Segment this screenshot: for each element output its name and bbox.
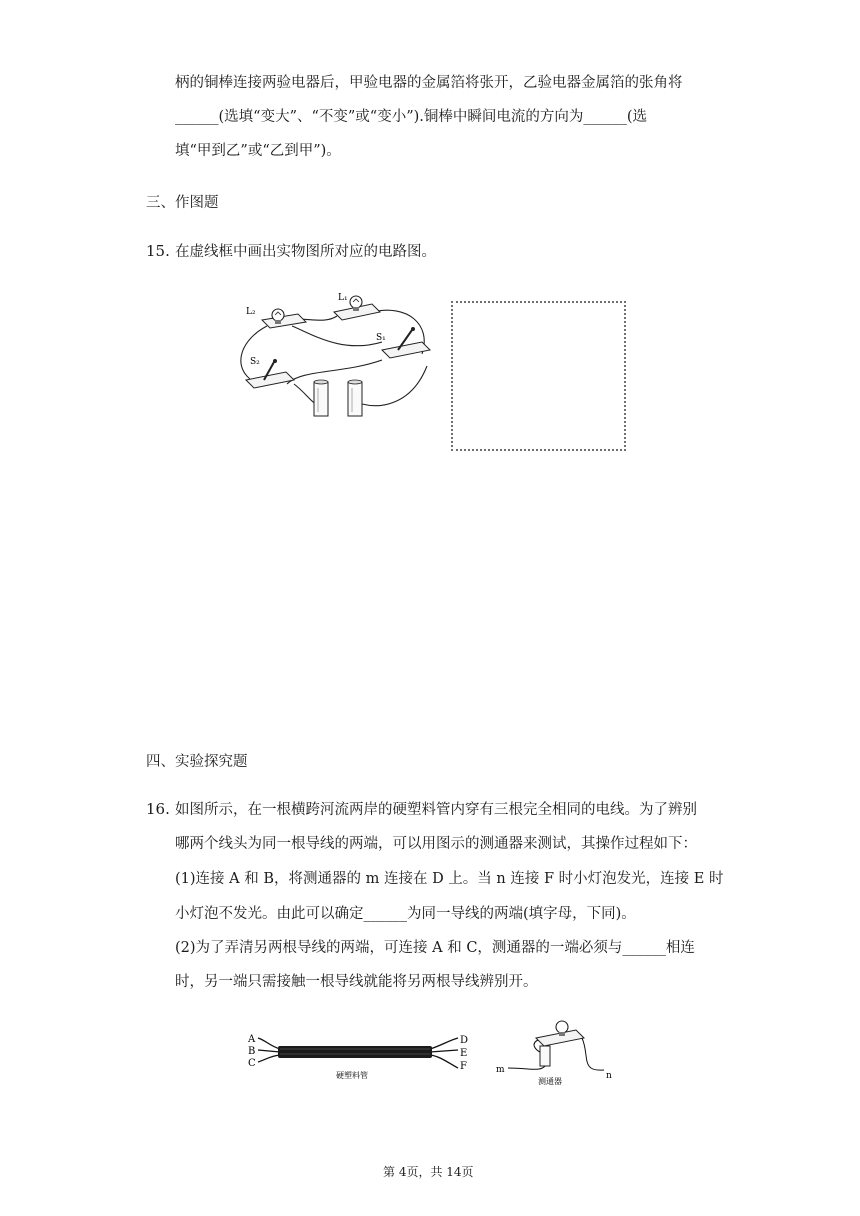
label-s2: S₂ [250,357,260,367]
q14-line-2: ______(选填“变大”、“不变”或“变小”).铜棒中瞬间电流的方向为______(选 [175,109,648,125]
q16-line-2: 哪两个线头为同一根导线的两端，可以用图示的测通器来测试，其操作过程如下： [175,836,697,852]
q14-line-1: 柄的铜棒连接两验电器后，甲验电器的金属箔将张开，乙验电器金属箔的张角将 [175,75,683,91]
answer-box-dashed [451,301,626,451]
section-3-title: 三、作图题 [146,195,219,211]
q15-number: 15. [146,242,170,260]
q16-line-3: (1)连接 A 和 B，将测通器的 m 连接在 D 上。当 n 连接 F 时小灯泡发光，连接 E 时 [175,871,724,887]
label-d: D [460,1035,469,1046]
label-l2: L₂ [246,307,256,317]
label-e: E [460,1048,468,1059]
q15-text: 在虚线框中画出实物图所对应的电路图。 [175,244,436,260]
tester-device [508,1021,604,1070]
label-s1: S₁ [376,333,386,343]
label-b: B [248,1046,256,1057]
label-f: F [460,1061,467,1072]
label-l1: L₁ [338,293,348,303]
label-c: C [248,1058,256,1069]
label-pipe: 硬塑料管 [336,1071,368,1080]
q16-line-6: 时，另一端只需接触一根导线就能将另两根导线辨别开。 [175,974,538,990]
pipe-and-tester-figure [240,1016,630,1096]
battery-1 [314,380,328,416]
battery-2 [348,380,362,416]
label-tester: 测通器 [538,1077,562,1086]
section-4-title: 四、实验探究题 [146,754,248,770]
q16-line-4: 小灯泡不发光。由此可以确定______为同一导线的两端(填字母，下同)。 [175,906,636,922]
label-m: m [496,1065,505,1075]
q14-line-3: 填“甲到乙”或“乙到甲”)。 [175,143,341,159]
q16-number: 16. [146,800,170,818]
label-n: n [606,1071,612,1081]
page-footer: 第 4页，共 14页 [383,1165,474,1179]
circuit-physical-diagram [232,284,442,422]
q16-line-1: 如图所示，在一根横跨河流两岸的硬塑料管内穿有三根完全相同的电线。为了辨别 [175,802,697,818]
bulb-l2-board [262,309,306,328]
q16-line-5: (2)为了弄清另两根导线的两端，可连接 A 和 C，测通器的一端必须与______相连 [175,940,695,956]
label-a: A [248,1034,256,1045]
